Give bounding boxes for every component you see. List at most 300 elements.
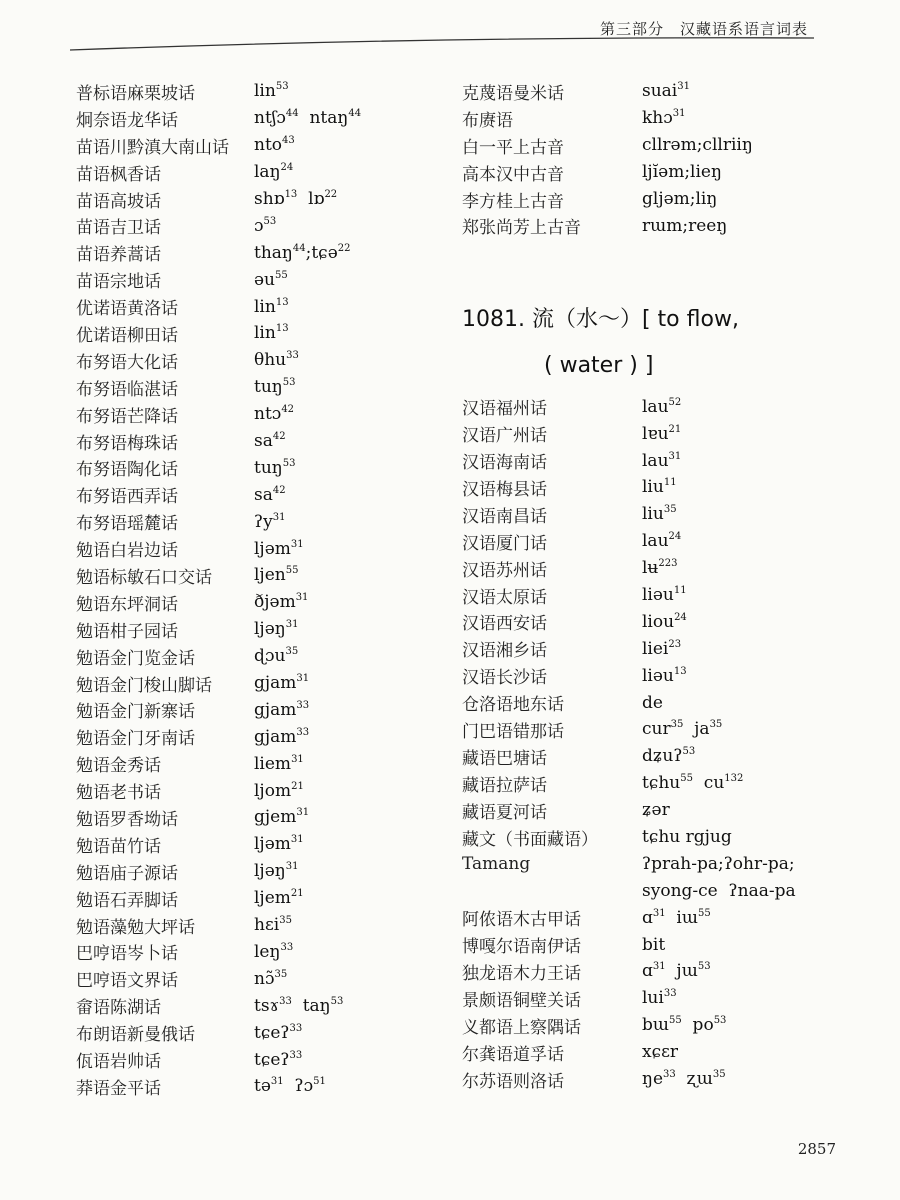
tone-superscript: 31 (285, 861, 299, 873)
word-entry-row (76, 992, 406, 1019)
tone-superscript: 35 (279, 915, 292, 927)
language-name: 藏语巴塘话 (462, 748, 547, 769)
tone-superscript: 31 (668, 450, 682, 462)
word-form (254, 1023, 302, 1043)
language-name: 普标语麻栗坡话 (76, 83, 195, 104)
form-segment: iɯ (665, 907, 698, 928)
form-segment: laŋ (254, 162, 281, 183)
entry-title-line1: 1081. 流（水～）[ to flow, (462, 306, 739, 332)
language-name: 勉语金门梭山脚话 (76, 675, 212, 696)
word-form (254, 350, 299, 370)
language-name: 巴哼语文界话 (76, 971, 178, 992)
word-form (254, 1076, 326, 1096)
word-form (254, 888, 304, 908)
word-entry-row (76, 643, 406, 670)
form-segment: liu (642, 504, 664, 525)
tone-superscript: 31 (272, 511, 286, 523)
word-form (254, 915, 292, 935)
language-name: 炯奈语龙华话 (76, 110, 178, 131)
form-segment: tsɤ (254, 995, 280, 1016)
tone-superscript: 53 (275, 81, 289, 93)
word-form (642, 397, 681, 417)
language-name: 苗语川黔滇大南山话 (76, 137, 229, 158)
form-segment: liəu (642, 585, 674, 606)
language-name: 布努语西弄话 (76, 487, 178, 508)
language-name: 汉语广州话 (462, 426, 547, 447)
tone-superscript: 33 (279, 995, 292, 1007)
word-form (254, 619, 298, 639)
language-name: 藏语夏河话 (462, 802, 547, 823)
form-segment: lɐu (642, 423, 669, 444)
word-form (642, 81, 690, 101)
word-entry-row (462, 824, 832, 851)
word-entry-row (462, 770, 832, 797)
word-entry-row (76, 347, 406, 374)
tone-superscript: 55 (680, 773, 693, 785)
word-form (642, 558, 677, 578)
word-form (642, 693, 663, 713)
word-entry-row (76, 454, 406, 481)
form-segment: ɔ (254, 215, 264, 236)
language-name: 勉语老书话 (76, 783, 161, 804)
tone-superscript: 22 (337, 242, 351, 254)
language-name: 莽语金平话 (76, 1078, 161, 1099)
language-name: 巴哼语岑卜话 (76, 944, 178, 965)
language-name: 藏语拉萨话 (462, 775, 547, 796)
form-segment: liei (642, 638, 669, 659)
form-segment: cllrəm;cllriiŋ (642, 135, 753, 156)
word-form (254, 565, 298, 585)
form-segment: tuŋ (254, 457, 283, 478)
word-entry-row (462, 186, 832, 213)
tone-superscript: 33 (286, 350, 299, 362)
form-segment: lau (642, 531, 669, 552)
word-form (642, 1015, 726, 1035)
tone-superscript: 53 (282, 457, 296, 469)
language-name: 布努语大化话 (76, 352, 178, 373)
word-entry-row (76, 777, 406, 804)
word-entry-row (462, 1066, 832, 1093)
word-form (642, 854, 795, 874)
tone-superscript: 31 (270, 1076, 284, 1088)
word-form (642, 639, 681, 659)
tone-superscript: 44 (285, 108, 299, 120)
form-segment: ;tɕə (305, 242, 338, 263)
entry-heading (462, 297, 832, 337)
language-name: 勉语标敏石口交话 (76, 567, 212, 588)
word-entry-row (76, 78, 406, 105)
word-form (254, 458, 295, 478)
word-entry-row (76, 885, 406, 912)
word-entry-row (76, 535, 406, 562)
word-form (254, 323, 289, 343)
form-segment: de (642, 692, 663, 713)
tone-superscript: 31 (290, 834, 304, 846)
form-segment: ʔprah-pa;ʔohr-pa; (642, 853, 795, 874)
tone-superscript: 31 (672, 108, 686, 120)
word-entry-row (76, 858, 406, 885)
tone-superscript: 31 (296, 807, 310, 819)
word-entry-row (462, 931, 832, 958)
word-entry-row (462, 797, 832, 824)
language-name: 博嘎尔语南伊话 (462, 937, 581, 958)
form-segment: lau (642, 396, 669, 417)
form-segment: gjam (254, 726, 297, 747)
word-entry-row (462, 958, 832, 985)
tone-superscript: 35 (274, 968, 288, 980)
form-segment: hɛi (254, 915, 280, 936)
word-form (642, 773, 743, 793)
word-form (642, 504, 677, 524)
word-entry-row (462, 904, 832, 931)
language-name: 布努语芒降话 (76, 406, 178, 427)
tone-superscript: 21 (668, 423, 682, 435)
word-entry-row (76, 401, 406, 428)
language-name: 汉语西安话 (462, 614, 547, 635)
form-segment: tɕeʔ (254, 1022, 290, 1043)
tone-superscript: 24 (280, 162, 294, 174)
form-segment: xɕɛr (642, 1042, 679, 1063)
word-form (254, 404, 294, 424)
language-name: 苗语吉卫话 (76, 218, 161, 239)
language-name: 布赓语 (462, 110, 513, 131)
word-form (642, 162, 722, 182)
form-segment: nɔ̃ (254, 968, 275, 989)
language-name: 门巴语错那话 (462, 721, 564, 742)
header-rule (70, 28, 814, 58)
word-form (254, 754, 304, 774)
form-segment: liu (642, 477, 664, 498)
language-name: 苗语养蒿话 (76, 245, 161, 266)
tone-superscript: 24 (668, 531, 682, 543)
word-form (642, 451, 681, 471)
word-entry-row (76, 374, 406, 401)
word-form (642, 746, 695, 766)
word-entry-row (462, 850, 832, 877)
left-column (76, 78, 406, 1100)
form-segment: rɯm;reeŋ (642, 215, 728, 236)
word-form (254, 81, 289, 101)
word-entry-row (76, 750, 406, 777)
tone-superscript: 33 (280, 941, 294, 953)
word-entry-row (76, 804, 406, 831)
form-segment: ljen (254, 565, 286, 586)
word-form (642, 908, 711, 928)
language-name: 义都语上察隅话 (462, 1017, 581, 1038)
tone-superscript: 31 (296, 673, 310, 685)
word-form (642, 135, 753, 155)
tone-superscript: 13 (275, 296, 289, 308)
form-segment: θhu (254, 350, 287, 371)
language-name: 高本汉中古音 (462, 164, 564, 185)
word-entry-row (462, 1012, 832, 1039)
word-entry-row (76, 212, 406, 239)
form-segment: tuŋ (254, 377, 283, 398)
word-entry-row (76, 428, 406, 455)
word-entry-row (462, 1039, 832, 1066)
tone-superscript: 51 (313, 1076, 326, 1088)
word-form (254, 861, 298, 881)
word-form (642, 585, 687, 605)
form-segment: ljəŋ (254, 619, 286, 640)
word-form (254, 297, 289, 317)
word-form (254, 673, 309, 693)
tone-superscript: 43 (282, 135, 295, 147)
word-form (642, 108, 686, 128)
tone-superscript: 53 (682, 746, 696, 758)
word-entry-row (76, 616, 406, 643)
word-form (254, 539, 304, 559)
word-form (254, 727, 309, 747)
form-segment: gljəm;liŋ (642, 189, 718, 209)
tone-superscript: 21 (290, 888, 304, 900)
tone-superscript: 31 (291, 753, 304, 765)
tone-superscript: 55 (698, 907, 711, 919)
tone-superscript: 42 (281, 404, 295, 416)
language-name: 布努语陶化话 (76, 460, 178, 481)
tone-superscript: 53 (330, 995, 344, 1007)
word-entry-row (462, 716, 832, 743)
word-entry-row (76, 293, 406, 320)
tone-superscript: 53 (263, 215, 277, 227)
word-form (254, 942, 293, 962)
word-entry-row (76, 159, 406, 186)
form-segment: əu (254, 269, 276, 290)
word-form (642, 827, 732, 847)
tone-superscript: 53 (697, 961, 711, 973)
word-form (642, 988, 677, 1008)
form-segment: leŋ (254, 941, 281, 962)
language-name: 布努语临湛话 (76, 379, 178, 400)
language-name: 勉语藻勉大坪话 (76, 917, 195, 938)
form-segment: ʔɔ (283, 1076, 314, 1097)
language-name: 李方桂上古音 (462, 191, 564, 212)
tone-superscript: 55 (669, 1015, 682, 1027)
form-segment: po (681, 1015, 714, 1036)
word-entry-row (76, 320, 406, 347)
tone-superscript: 13 (284, 189, 298, 200)
tone-superscript: 132 (724, 773, 744, 785)
tone-superscript: 33 (296, 699, 310, 711)
form-segment: ʑər (642, 800, 670, 821)
word-form (642, 961, 711, 981)
form-segment: lui (642, 988, 664, 1009)
language-name: 克蔑语曼米话 (462, 83, 564, 104)
tone-superscript: 42 (272, 431, 286, 443)
form-segment: tɕeʔ (254, 1049, 290, 1070)
language-name: 汉语厦门话 (462, 533, 547, 554)
form-segment: lin (254, 296, 276, 317)
word-entry-row (462, 555, 832, 582)
form-segment: lʉ (642, 558, 659, 579)
tone-superscript: 55 (275, 269, 288, 281)
word-form (254, 189, 337, 209)
word-entry-row (462, 159, 832, 186)
form-segment: sa (254, 484, 273, 505)
word-entry-row (462, 393, 832, 420)
tone-superscript: 11 (673, 585, 687, 597)
form-segment: ntɔ (254, 404, 282, 425)
tone-superscript: 13 (673, 665, 687, 677)
form-segment: ɖɔu (254, 646, 286, 667)
form-segment: liem (254, 753, 292, 774)
word-entry-row (76, 481, 406, 508)
tone-superscript: 24 (674, 611, 687, 623)
word-form (254, 270, 288, 290)
form-segment: ɑ (642, 907, 653, 928)
running-head: 第三部分 汉藏语系语言词表 (599, 20, 808, 38)
form-segment: liou (642, 611, 675, 632)
form-segment: liəu (642, 665, 674, 686)
word-entry-row (462, 689, 832, 716)
word-form (254, 216, 276, 236)
language-name: 布努语梅珠话 (76, 433, 178, 454)
word-entry-row (462, 877, 832, 904)
tone-superscript: 11 (663, 477, 677, 489)
form-segment: ljĭəm;lieŋ (642, 162, 722, 183)
tone-superscript: 33 (663, 1069, 676, 1081)
tone-superscript: 35 (712, 1069, 726, 1081)
word-entry-row (76, 831, 406, 858)
tone-superscript: 44 (292, 242, 306, 254)
language-name: 汉语太原话 (462, 587, 547, 608)
language-name: 勉语金门牙南话 (76, 729, 195, 750)
language-name: 尔苏语则洛话 (462, 1071, 564, 1092)
form-segment: ja (683, 719, 710, 740)
language-name: 佤语岩帅话 (76, 1052, 161, 1072)
form-segment: lin (254, 81, 276, 102)
language-name: 汉语长沙话 (462, 668, 547, 689)
tone-superscript: 23 (668, 638, 682, 650)
word-entry-row (462, 447, 832, 474)
word-entry-row (462, 635, 832, 662)
language-name: 汉语湘乡话 (462, 641, 547, 662)
language-name: 勉语柑子园话 (76, 621, 178, 642)
form-segment: ntaŋ (298, 108, 349, 129)
form-segment: gjam (254, 699, 297, 720)
word-form (254, 834, 304, 854)
form-segment: tə (254, 1076, 271, 1097)
form-segment: khɔ (642, 108, 673, 129)
word-form (254, 512, 285, 532)
word-form (642, 1069, 726, 1089)
form-segment: ljəm (254, 834, 291, 855)
word-form (254, 162, 293, 182)
word-entry-row (76, 912, 406, 939)
language-name: 勉语庙子源话 (76, 863, 178, 884)
form-segment: thaŋ (254, 242, 293, 263)
language-name: 藏文（书面藏语） (462, 829, 598, 850)
tone-superscript: 55 (285, 565, 299, 577)
word-form (642, 477, 677, 497)
language-name: 优诺语柳田话 (76, 325, 178, 346)
tone-superscript: 33 (289, 1022, 303, 1034)
form-segment: ljəm (254, 538, 291, 559)
form-segment: bɯ (642, 1015, 670, 1036)
word-entry-row (462, 105, 832, 132)
tone-superscript: 31 (652, 907, 666, 919)
word-entry-row (462, 474, 832, 501)
language-name: 勉语金门览金话 (76, 648, 195, 669)
word-form (642, 189, 717, 209)
word-entry-row (76, 1019, 406, 1046)
word-entry-row (462, 212, 832, 239)
form-segment: jɯ (665, 961, 698, 982)
word-entry-row (76, 562, 406, 589)
word-entry-row (76, 186, 406, 213)
form-segment: ntʃɔ (254, 108, 286, 129)
word-entry-row (462, 608, 832, 635)
word-form (254, 431, 286, 451)
form-segment: ljəŋ (254, 861, 286, 882)
tone-superscript: 22 (324, 189, 338, 200)
form-segment: tɕhu (642, 773, 681, 794)
language-name: 勉语金门新寨话 (76, 702, 195, 723)
language-name: 勉语罗香坳话 (76, 809, 178, 830)
word-entry-row (462, 501, 832, 528)
word-entry-row (76, 696, 406, 723)
tone-superscript: 35 (709, 719, 723, 731)
word-entry-row (76, 670, 406, 697)
tone-superscript: 31 (652, 961, 666, 973)
language-name: 苗语枫香话 (76, 164, 161, 185)
word-form (642, 612, 687, 632)
language-name: 勉语东坪洞话 (76, 594, 178, 615)
word-form (254, 108, 361, 128)
word-entry-row (76, 723, 406, 750)
form-segment: suai (642, 81, 678, 102)
word-form (254, 996, 343, 1016)
form-segment: cur (642, 719, 671, 740)
word-form (254, 646, 298, 666)
form-segment: taŋ (291, 995, 331, 1016)
tone-superscript: 53 (282, 377, 296, 389)
word-form (642, 935, 665, 955)
word-entry-row (462, 985, 832, 1012)
language-name: 独龙语木力王话 (462, 963, 581, 984)
word-entry-row (76, 508, 406, 535)
language-name: 畲语陈湖话 (76, 998, 161, 1019)
language-name: 阿侬语木古甲话 (462, 910, 581, 931)
tone-superscript: 42 (272, 484, 286, 496)
word-form (254, 1050, 302, 1070)
word-form (642, 881, 796, 901)
form-segment: gjem (254, 807, 297, 828)
word-entry-row (76, 132, 406, 159)
language-name: 布朗语新曼俄话 (76, 1025, 195, 1046)
language-name: 仓洛语地东话 (462, 695, 564, 716)
word-form (642, 424, 681, 444)
word-entry-row (462, 78, 832, 105)
language-name: 汉语南昌话 (462, 506, 547, 527)
tone-superscript: 21 (291, 780, 304, 792)
word-form (642, 719, 722, 739)
word-form (254, 377, 295, 397)
page-number: 2857 (797, 1140, 836, 1158)
tone-superscript: 223 (658, 558, 678, 570)
word-form (254, 135, 295, 155)
tone-superscript: 33 (289, 1049, 303, 1061)
tone-superscript: 31 (677, 81, 690, 93)
word-entry-row (76, 965, 406, 992)
form-segment: lau (642, 450, 669, 471)
form-segment: ʐɯ (675, 1069, 713, 1090)
form-segment: ʔy (254, 511, 273, 532)
form-segment: ɑ (642, 961, 653, 982)
word-form (254, 243, 350, 263)
entry-title-line2: ( water ) ] (544, 352, 654, 378)
language-name: 白一平上古音 (462, 137, 564, 158)
